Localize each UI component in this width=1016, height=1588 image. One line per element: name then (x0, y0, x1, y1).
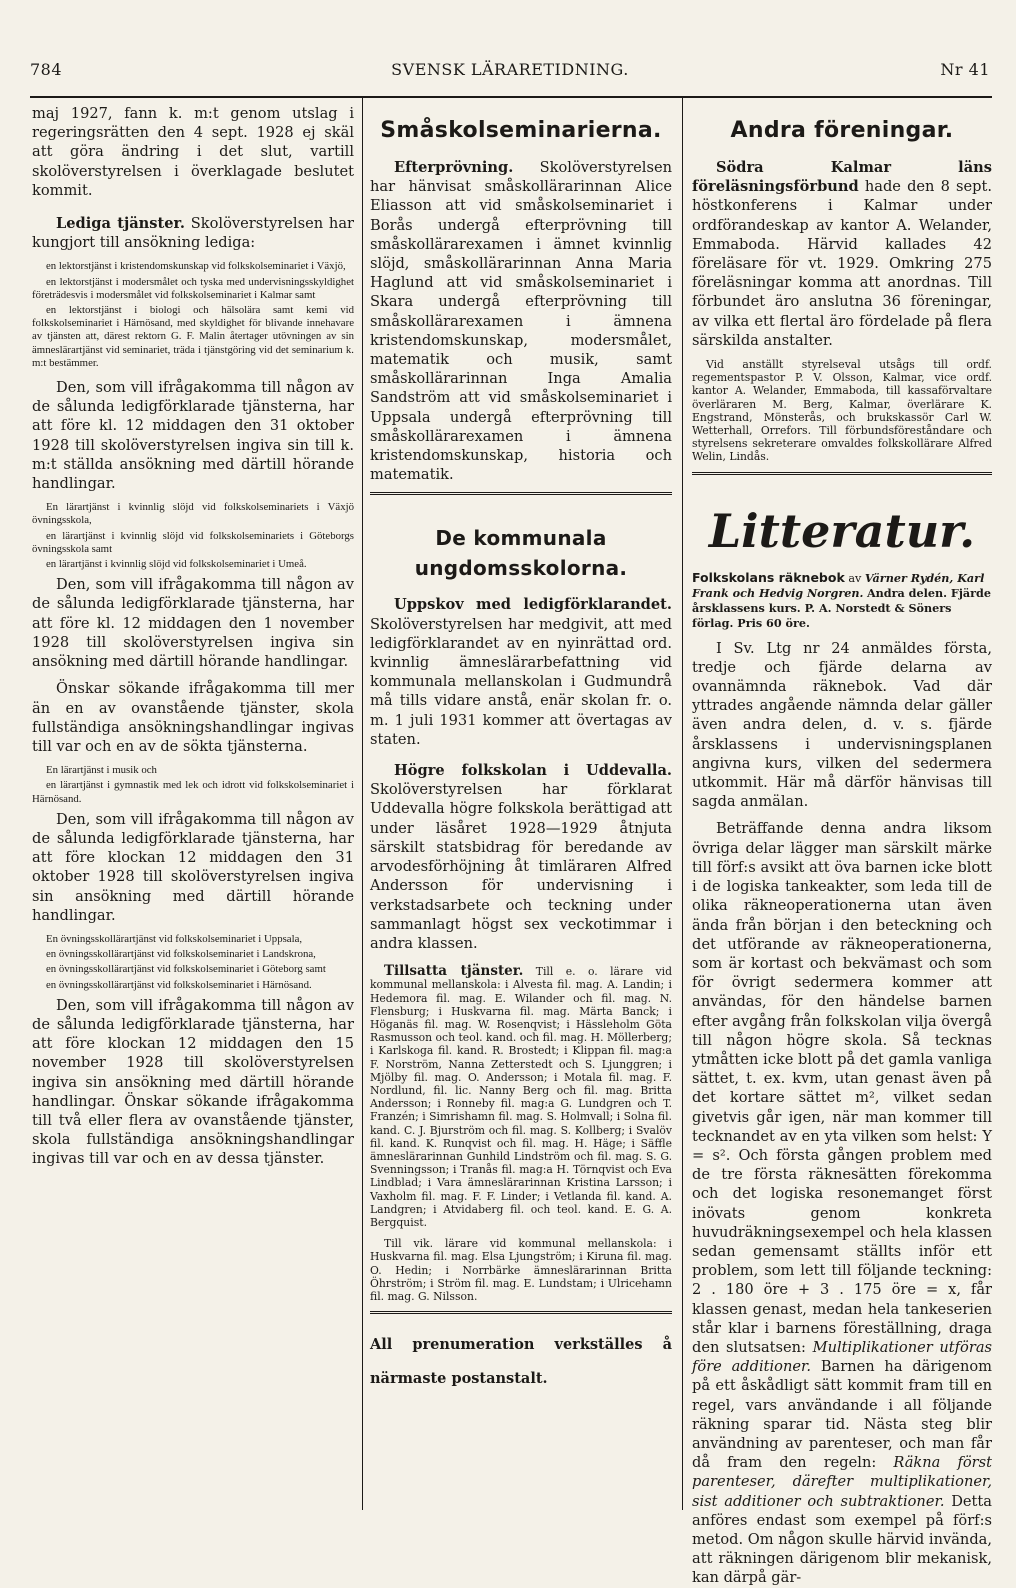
book-by: av (848, 571, 862, 585)
journal-title: SVENSK LÄRARETIDNING. (391, 60, 629, 79)
lediga-paragraph (32, 214, 354, 252)
section-divider (692, 472, 992, 475)
section-heading: Andra föreningar. (730, 118, 954, 143)
page-number: 784 (30, 60, 63, 79)
rule-text: Räkna först parenteser, därefter multiplikationer, sist additioner och subtraktioner. (692, 1454, 992, 1510)
lead-in: Högre folkskolan i Uddevalla. (394, 762, 672, 780)
list-item: en lektorstjänst i modersmålet och tyska med undervisningsskyldighet företrädesvis i modersmålet vid folkskolseminariet i Kalmar samt (32, 275, 354, 301)
column-1 (32, 104, 354, 1516)
column-divider-1 (362, 98, 363, 1510)
paragraph-body: hade den 8 sept. höstkonferens i Kalmar under ordförandeskap av kantor A. Welander, Emmaboda. Härvid kallades 42 föreläsare för vt. 1929. Omkring 275 föreläsningar komma att anordnas. Till förbundet äro anslutna 36 föreningar, av vilka ett flertal äro fördelade på flera särskilda anstalter. (692, 178, 992, 349)
review-paragraph (692, 819, 992, 1587)
book-authors: Värner Rydén, Karl Frank och Hedvig Norgren. (692, 570, 985, 600)
sodra-kalmar-paragraph (692, 158, 992, 350)
column-divider-2 (682, 98, 683, 1510)
paragraph: Den, som vill ifrågakomma till någon av de sålunda ledigförklarade tjänsterna, har att före kl. 12 middagen den 31 oktober 1928 till skolöverstyrelsen ingiva sin till k. m:t ställda ansökning med därtill hörande handlingar. (32, 379, 354, 493)
lead-in: Uppskov med ledigförklarandet. (394, 596, 672, 614)
section-heading: De kommunala ungdomsskolorna. (414, 526, 628, 581)
section-divider (370, 1311, 672, 1314)
lead-in: Efterprövning. (394, 159, 514, 176)
book-details: Andra delen. Fjärde årsklassens kurs. P. A. Norstedt & Söners förlag. Pris 60 öre. (692, 585, 991, 630)
paragraph-body: Skolöverstyrelsen har kungjort till ansökning lediga: (32, 215, 355, 252)
list-item: En lärartjänst i musik och (46, 764, 157, 777)
list-item: En lärartjänst i kvinnlig slöjd vid folkskolseminariets i Växjö övningsskola, (32, 501, 354, 527)
lead-in: Tillsatta tjänster. (384, 963, 524, 980)
efterprovning-paragraph (370, 158, 672, 484)
paragraph: Den, som vill ifrågakomma till någon av de sålunda ledigförklarade tjänsterna, har att före kl. 12 middagen den 1 november 1928 till skolöverstyrelsen ingiva sin ansökning med därtill hörande handlingar. (32, 576, 354, 671)
list-item: en övningsskollärartjänst vid folkskolseminariet i Landskrona, (46, 948, 316, 961)
hogre-folkskolan-paragraph (370, 761, 672, 953)
column-3 (692, 104, 993, 1587)
book-entry (692, 571, 992, 631)
header-rule (30, 96, 992, 98)
issue-number: Nr 41 (940, 60, 990, 79)
paragraph: Den, som vill ifrågakomma till någon av de sålunda ledigförklarade tjänsterna, har att före klockan 12 middagen den 15 november 1928 till skolöverstyrelsen ingiva sin ansökning med därtill hörande handlingar. Önskar sökande ifrågakomma till två eller flera av ovanstående tjänster, skola fullständiga ansökningshandlingar ingivas till var och en av dessa tjänster. (32, 996, 354, 1168)
list-item: en lärartjänst i kvinnlig slöjd vid folkskolseminariets i Göteborgs övningsskola samt (32, 529, 354, 555)
list-item: En övningsskollärartjänst vid folkskolseminariet i Uppsala, (46, 932, 303, 945)
uppskov-paragraph (370, 595, 672, 749)
page-header (30, 60, 990, 92)
paragraph: Den, som vill ifrågakomma till någon av de sålunda ledigförklarade tjänsterna, har att före klockan 12 middagen den 31 oktober 1928 till skolöverstyrelsen ingiva sin ansökning med därtill hörande handlingar. (32, 810, 354, 924)
tillsatta-paragraph (370, 965, 672, 1229)
paragraph-body: Skolöverstyrelsen har hänvisat småskollärarinnan Alice Eliasson att vid småskolseminariet i Borås undergå efterprövning till småskollärarexamen i ämnet kvinnlig slöjd, småskollärarinnan Anna Maria Haglund att vid småskolseminariet i Skara undergå efterprövning till småskollärarexamen i ämnena kristendomskunskap, modersmålet, matematik och musik, samt småskollärarinnan Inga Amalia Sandström att vid småskolseminariet i Uppsala undergå efterprövning till småskollärarexamen i ämnena kristendomskunskap, historia och matematik. (370, 159, 672, 484)
litteratur-heading: Litteratur. (708, 503, 976, 558)
list-item: en lärartjänst i kvinnlig slöjd vid folkskolseminariet i Umeå. (46, 558, 307, 571)
column-2 (370, 104, 672, 1516)
styrelse-paragraph: Vid anställt styrelseval utsågs till ordf. regementspastor P. V. Olsson, Kalmar, vice ordf. kantor A. Welander, Emmaboda, till kassaförvaltare överläraren M. Berg, Kalmar, överlärare K. Engstrand, Mönsterås, och brukskassör Carl W. Wetterhall, Orrefors. Till förbundsföreståndare och styrelsens sekreterare omvaldes folkskollärare Alfred Welin, Lindås. (692, 358, 992, 464)
book-title: Folkskolans räknebok (692, 569, 845, 585)
paragraph: Önskar sökande ifrågakomma till mer än en av ovanstående tjänster, skola fullständiga ansökningshandlingar ingivas till var och en av de sökta tjänsterna. (32, 680, 354, 755)
paragraph-body: Till e. o. lärare vid kommunal mellanskola: i Alvesta fil. mag. A. Landin; i Hedemora fil. mag. E. Wilander och fil. mag. N. Flensburg; i Huskvarna fil. mag. Märta Banck; i Höganäs fil. mag. W. Rosenqvist; i Hässleholm Göta Rasmusson och teol. kand. och fil. mag. H. Möllerberg; i Karlskoga fil. kand. R. Brostedt; i Klippan fil. mag:a F. Norström, Nanna Zetterstedt och S. Ljunggren; i Mjölby fil. mag. O. Andersson; i Motala fil. mag. F. Nordlund, fil. lic. Nanny Berg och fil. mag. Britta Andersson; i Ronneby fil. mag:a G. Lundgren och T. Franzén; i Simrishamn fil. mag. S. Holmvall; i Solna fil. kand. C. J. Bjurström och fil. mag. S. Kollberg; i Svalöv fil. kand. K. Runqvist och fil. mag. H. Häge; i Säffle ämneslärarinnan Gunhild Lindström och fil. mag. S. G. Svenningsson; i Tranås fil. mag:a H. Törnqvist och Eva Lindblad; i Vara ämneslärarinnan Kristina Larsson; i Vaxholm fil. mag. F. F. Linder; i Vetlanda fil. kand. A. Landgren; i Atvidaberg fil. och teol. kand. E. G. A. Bergquist. (370, 965, 672, 1229)
paragraph-body: Beträffande denna andra liksom övriga delar lägger man särskilt märke till förf:s avsikt att öva barnen icke blott i de logiska tankeakter, som leda till de olika räkneoperationerna utan även ända från början i den beteckning och det utförande av räkneoperationerna, som är kortast och bekvämast och som för övrigt sedermera kommer att användas, för den händelse barnen efter avgång från folkskolan vilja övergå till någon högre skola. Så tecknas ytmåtten icke blott på det gamla vanliga sättet, t. ex. kvm, utan genast även på det kortare sättet m², vilket sedan givetvis går igen, när man kommer till tecknandet av en yta vilken som helst: Y = s². Och första gången problem med de tre första räknesätten förekomma och det logiska resonemanget först inövats genom konkreta huvudräkningsexempel och hela klassen sedan gemensamt ställts inför ett problem, som lett till följande teckning: 2 . 180 öre + 3 . 175 öre = x, får klassen genast, medan hela tankeserien står klar i barnens föreställning, draga den slutsatsen: (692, 820, 992, 1356)
section-divider (370, 492, 672, 495)
list-item: en lektorstjänst i kristendomskunskap vid folkskolseminariet i Växjö, (46, 260, 346, 273)
lead-in: Lediga tjänster. (56, 215, 185, 233)
paragraph: maj 1927, fann k. m:t genom utslag i regeringsrätten den 4 sept. 1928 ej skäl att göra ändring i det slut, vartill skolöverstyrelsen i överklagade beslutet kommit. (32, 105, 354, 199)
section-heading: Småskolseminarierna. (380, 118, 662, 143)
paragraph-body: Skolöverstyrelsen har medgivit, att med ledigförklarandet av en nyinrättad ord. kvinnlig ämneslärarbefattning vid kommunala mellanskolan i Gudmundrå må tills vidare anstå, enär skolan fr. o. m. 1 juli 1931 kommer att övertagas av staten. (370, 615, 672, 748)
list-item: en lärartjänst i gymnastik med lek och idrott vid folkskolseminariet i Härnösand. (32, 779, 354, 805)
rule-text: Multiplikationer utföras före additioner. (692, 1338, 993, 1376)
list-item: en övningsskollärartjänst vid folkskolseminariet i Göteborg samt (46, 963, 326, 976)
paragraph-body: Skolöverstyrelsen har förklarat Uddevalla högre folkskola berättigad att under läsåret 1928—1929 åtnjuta särskilt statsbidrag för beredande av arvodesförhöjning åt timläraren Alfred Andersson för undervisning i verkstadsarbete och teckning under sammanlagt högst sex veckotimmar i andra klassen. (370, 781, 672, 952)
list-item: en lektorstjänst i biologi och hälsolära samt kemi vid folkskolseminariet i Härnösand, med skyldighet för blivande innehavare av tjänsten att, därest rektorn G. F. Malin återtager utövningen av sin ämneslärartjänst vid seminariet, träda i tjänstgöring vid det seminarium k. m:t bestämmer. (32, 304, 354, 369)
subscription-notice: All prenumeration verkställes å närmaste postanstalt. (370, 1336, 672, 1388)
paragraph-body: Barnen ha därigenom på ett åskådligt sätt kommit fram till en regel, vars användande i all följande räkning sparar tid. Nästa steg blir användning av parenteser, och man får då fram den regeln: (692, 1358, 993, 1472)
paragraph-body: Detta anföres endast som exempel på förf:s metod. Om någon skulle härvid invända, att räkningen därigenom blir mekanisk, kan därpå gär- (692, 1492, 992, 1587)
list-item: en övningsskollärartjänst vid folkskolseminariet i Härnösand. (46, 978, 312, 991)
lead-in: Södra Kalmar läns föreläsningsförbund (692, 159, 992, 196)
tillvik-paragraph: Till vik. lärare vid kommunal mellanskola: i Huskvarna fil. mag. Elsa Ljungström; i Kiruna fil. mag. O. Hedin; i Norrbärke ämneslärarinnan Britta Öhrström; i Ström fil. mag. E. Lundstam; i Ulricehamn fil. mag. G. Nilsson. (370, 1237, 672, 1303)
paragraph: I Sv. Ltg nr 24 anmäldes första, tredje och fjärde delarna av ovannämnda räknebok. Vad där yttrades angående nämnda delar gäller även andra delen, d. v. s. fjärde årsklassens i undervisningsplanen angivna kurs, vilken del sedermera utkommit. Här må därför hänvisas till sagda anmälan. (692, 639, 992, 811)
